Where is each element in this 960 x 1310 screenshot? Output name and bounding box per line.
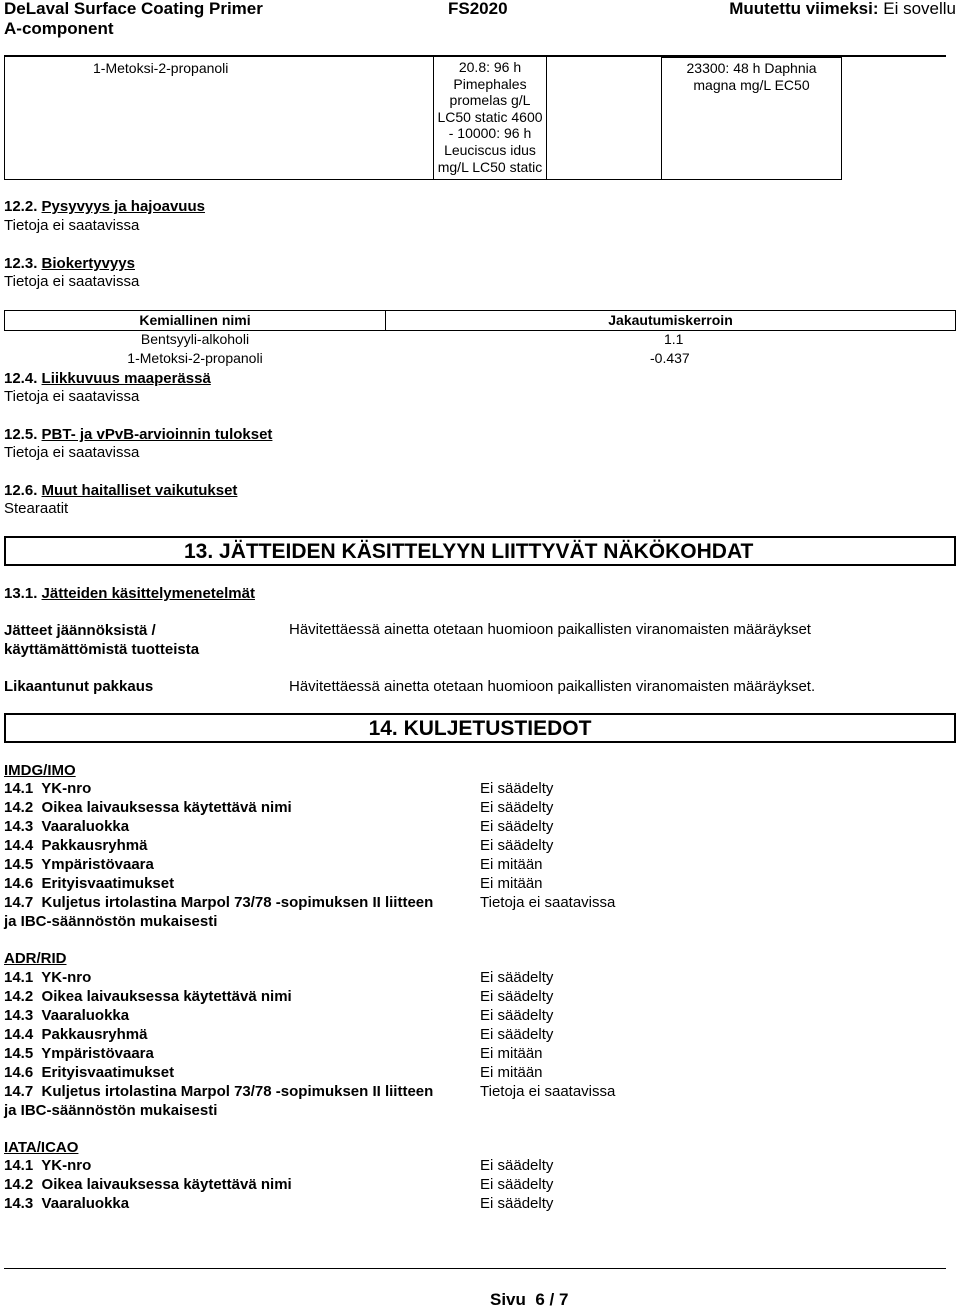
iata-heading: [4, 1139, 86, 1156]
waste-residues-label: [4, 621, 199, 659]
section-13-1-number: 13.1.: [4, 585, 38, 602]
bio-header-name: Kemiallinen nimi: [4, 310, 386, 331]
adr-heading: [4, 950, 75, 967]
tox-fish-line: Leuciscus idus: [444, 141, 536, 158]
waste-residues-label-line1: Jätteet jäännöksistä /: [4, 622, 156, 639]
section-12-4-title: Liikkuvuus maaperässä: [41, 370, 211, 387]
adr-row-14-7-line2: ja IBC-säännöstön mukaisesti: [4, 1102, 218, 1119]
iata-value-14-3: Ei säädelty: [480, 1195, 554, 1212]
imdg-heading: [4, 762, 84, 779]
row-number: 14.4: [4, 837, 34, 854]
product-name: [4, 0, 263, 39]
revised-value: Ei sovellu: [883, 0, 956, 18]
imdg-row-14-7: [4, 894, 433, 911]
adr-value-14-4: Ei säädelty: [480, 1026, 554, 1043]
row-number: 14.1: [4, 780, 34, 797]
contaminated-packaging-label: Likaantunut pakkaus: [4, 678, 154, 695]
section-14-banner: [4, 713, 956, 743]
adr-value-14-6: Ei mitään: [480, 1064, 543, 1081]
section-12-2-heading: [4, 198, 213, 215]
adr-row-14-7: [4, 1083, 433, 1100]
section-13-1-title: Jätteiden käsittelymenetelmät: [41, 585, 255, 602]
tox-fish-line: promelas g/L: [449, 92, 531, 109]
footer-rule: [4, 1268, 946, 1269]
row-number: 14.5: [4, 1045, 34, 1062]
section-12-5-text: Tietoja ei saatavissa: [4, 444, 140, 461]
waste-residues-label-line2: käyttämättömistä tuotteista: [4, 641, 200, 658]
row-number: 14.6: [4, 875, 34, 892]
adr-row-14-2: [4, 988, 292, 1005]
imdg-value-14-7: Tietoja ei saatavissa: [480, 894, 616, 911]
row-label: Erityisvaatimukset: [41, 875, 175, 892]
adr-value-14-5: Ei mitään: [480, 1045, 543, 1062]
iata-row-14-3: [4, 1195, 129, 1212]
row-number: 14.1: [4, 1157, 34, 1174]
tox-fish-line: - 10000: 96 h: [448, 125, 532, 142]
imdg-row-14-4: [4, 837, 147, 854]
imdg-row-14-3: [4, 818, 129, 835]
imdg-row-14-7-line2: ja IBC-säännöstön mukaisesti: [4, 913, 218, 930]
imdg-value-14-2: Ei säädelty: [480, 799, 554, 816]
imdg-value-14-1: Ei säädelty: [480, 780, 554, 797]
imdg-row-14-5: [4, 856, 154, 873]
row-label: Oikea laivauksessa käytettävä nimi: [41, 1176, 292, 1193]
tox-daphnia-line: 23300: 48 h Daphnia: [686, 60, 817, 76]
section-12-3-text: Tietoja ei saatavissa: [4, 273, 140, 290]
tox-fish-line: 20.8: 96 h: [458, 59, 522, 75]
adr-row-14-4: [4, 1026, 147, 1043]
adr-row-14-6: [4, 1064, 174, 1081]
section-13-1-heading: [4, 585, 263, 602]
row-number: 14.4: [4, 1026, 34, 1043]
section-12-4-number: 12.4.: [4, 370, 38, 387]
imdg-row-14-2: [4, 799, 292, 816]
adr-title: ADR/RID: [4, 950, 67, 967]
iata-value-14-2: Ei säädelty: [480, 1176, 554, 1193]
row-label: Kuljetus irtolastina Marpol 73/78 -sopimuksen II liitteen: [41, 894, 434, 911]
section-12-4-text: Tietoja ei saatavissa: [4, 388, 140, 405]
section-12-2-title: Pysyvyys ja hajoavuus: [41, 198, 205, 215]
section-12-6-text: Stearaatit: [4, 500, 69, 517]
imdg-row-14-1: [4, 780, 91, 797]
adr-value-14-1: Ei säädelty: [480, 969, 554, 986]
row-label: YK-nro: [41, 969, 92, 986]
row-label: YK-nro: [41, 780, 92, 797]
row-label: Ympäristövaara: [41, 1045, 154, 1062]
row-label: Pakkausryhmä: [41, 837, 148, 854]
row-label: Vaaraluokka: [41, 1007, 130, 1024]
adr-value-14-7: Tietoja ei saatavissa: [480, 1083, 616, 1100]
tox-fish-line: Pimephales: [453, 75, 527, 92]
section-12-5-heading: [4, 426, 280, 443]
section-12-3-heading: [4, 255, 143, 272]
imdg-value-14-5: Ei mitään: [480, 856, 543, 873]
row-label: Ympäristövaara: [41, 856, 154, 873]
row-number: 14.7: [4, 894, 34, 911]
revised-label: Muutettu viimeksi:: [729, 0, 879, 18]
row-number: 14.3: [4, 1007, 34, 1024]
tox-fish-cell: [433, 57, 547, 180]
tox-fish-line: LC50 static 4600: [437, 108, 543, 125]
bio-row-name: Bentsyyli-alkoholi: [140, 331, 250, 347]
row-label: Vaaraluokka: [41, 818, 130, 835]
tox-substance: 1-Metoksi-2-propanoli: [93, 60, 229, 76]
iata-row-14-1: [4, 1157, 91, 1174]
waste-residues-value: Hävitettäessä ainetta otetaan huomioon paikallisten viranomaisten määräykset: [289, 621, 811, 638]
iata-row-14-2: [4, 1176, 292, 1193]
row-number: 14.1: [4, 969, 34, 986]
section-12-6-number: 12.6.: [4, 482, 38, 499]
imdg-value-14-6: Ei mitään: [480, 875, 543, 892]
product-name-line1: DeLaval Surface Coating Primer: [4, 0, 263, 18]
bio-row-value: -0.437: [650, 350, 690, 366]
imdg-value-14-3: Ei säädelty: [480, 818, 554, 835]
row-label: Erityisvaatimukset: [41, 1064, 175, 1081]
section-12-3-title: Biokertyvyys: [41, 255, 135, 272]
document-code: FS2020: [448, 0, 508, 18]
imdg-title: IMDG/IMO: [4, 762, 76, 779]
page-number: Sivu 6 / 7: [490, 1290, 569, 1309]
row-label: Pakkausryhmä: [41, 1026, 148, 1043]
iata-title: IATA/ICAO: [4, 1139, 79, 1156]
tox-daphnia-cell: [661, 57, 842, 180]
row-label: Vaaraluokka: [41, 1195, 130, 1212]
adr-row-14-5: [4, 1045, 154, 1062]
section-12-6-heading: [4, 482, 245, 499]
row-number: 14.6: [4, 1064, 34, 1081]
section-12-6-title: Muut haitalliset vaikutukset: [41, 482, 238, 499]
adr-value-14-2: Ei säädelty: [480, 988, 554, 1005]
row-number: 14.5: [4, 856, 34, 873]
section-14-title: 14. KULJETUSTIEDOT: [368, 717, 592, 740]
section-13-title: 13. JÄTTEIDEN KÄSITTELYYN LIITTYVÄT NÄKÖKOHDAT: [184, 540, 754, 563]
tox-substance-cell: [4, 57, 434, 180]
row-number: 14.2: [4, 1176, 34, 1193]
section-12-2-text: Tietoja ei saatavissa: [4, 217, 140, 234]
row-number: 14.7: [4, 1083, 34, 1100]
section-12-3-number: 12.3.: [4, 255, 38, 272]
section-12-4-heading: [4, 370, 219, 387]
tox-empty-cell: [546, 57, 662, 180]
bio-header-value: Jakautumiskerroin: [385, 310, 956, 331]
revised-info: [729, 0, 956, 19]
tox-daphnia-line: magna mg/L EC50: [693, 76, 810, 93]
adr-row-14-1: [4, 969, 91, 986]
product-name-line2: A-component: [4, 19, 114, 38]
section-12-5-title: PBT- ja vPvB-arvioinnin tulokset: [41, 426, 273, 443]
bio-row-value: 1.1: [664, 331, 684, 347]
row-label: Oikea laivauksessa käytettävä nimi: [41, 799, 292, 816]
row-label: Oikea laivauksessa käytettävä nimi: [41, 988, 292, 1005]
imdg-value-14-4: Ei säädelty: [480, 837, 554, 854]
row-number: 14.3: [4, 818, 34, 835]
row-number: 14.3: [4, 1195, 34, 1212]
row-label: YK-nro: [41, 1157, 92, 1174]
adr-value-14-3: Ei säädelty: [480, 1007, 554, 1024]
iata-value-14-1: Ei säädelty: [480, 1157, 554, 1174]
section-12-5-number: 12.5.: [4, 426, 38, 443]
row-label: Kuljetus irtolastina Marpol 73/78 -sopimuksen II liitteen: [41, 1083, 434, 1100]
section-13-banner: [4, 536, 956, 566]
row-number: 14.2: [4, 799, 34, 816]
adr-row-14-3: [4, 1007, 129, 1024]
bio-row-name: 1-Metoksi-2-propanoli: [127, 350, 263, 366]
tox-fish-line: mg/L LC50 static: [437, 158, 543, 175]
section-12-2-number: 12.2.: [4, 198, 38, 215]
contaminated-packaging-value: Hävitettäessä ainetta otetaan huomioon paikallisten viranomaisten määräykset.: [289, 678, 816, 695]
row-number: 14.2: [4, 988, 34, 1005]
imdg-row-14-6: [4, 875, 174, 892]
